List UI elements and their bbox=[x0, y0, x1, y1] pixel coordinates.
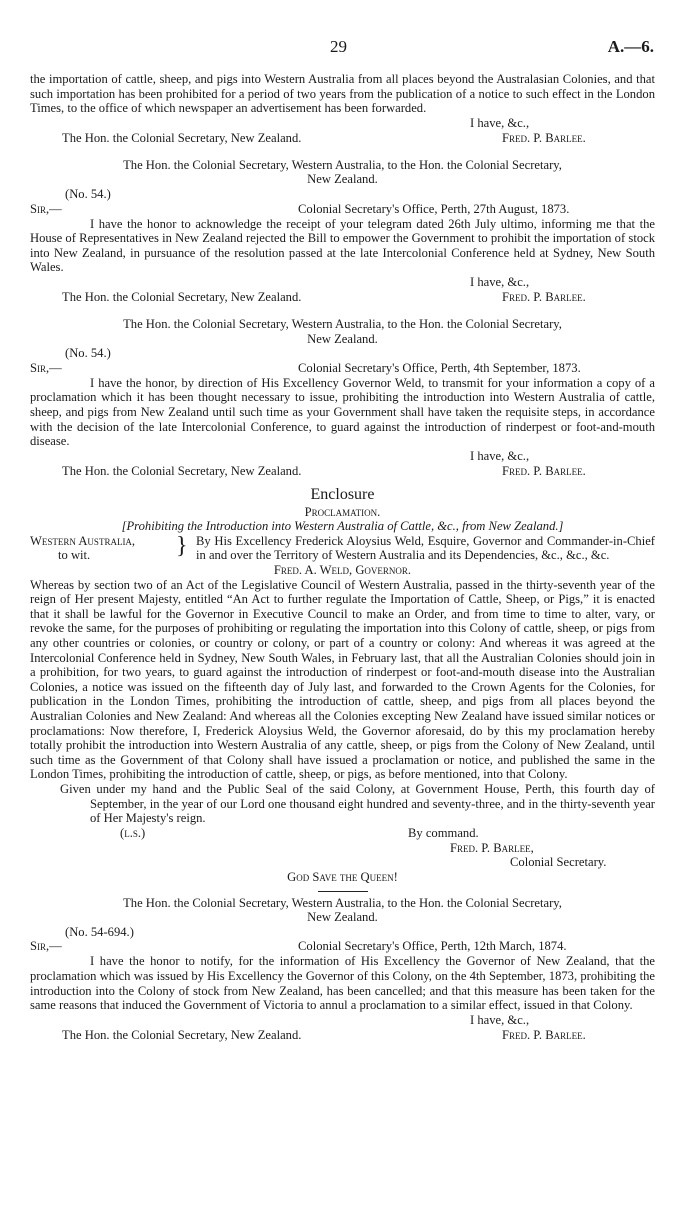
letter2-salutation-line: Sir,— Colonial Secretary's Office, Perth, 27th August, 1873. bbox=[30, 201, 570, 216]
document-body bbox=[30, 72, 655, 1055]
enclosure-title: Enclosure bbox=[310, 485, 375, 503]
place: Western Australia, bbox=[30, 533, 136, 548]
letter4-number: (No. 54-694.) bbox=[65, 924, 134, 939]
proclamation-title: Proclamation. bbox=[304, 504, 381, 519]
letter4-heading: The Hon. the Colonial Secretary, Western Australia, to the Hon. the Colonial Secretary, New Zealand. bbox=[123, 895, 562, 925]
to-wit: to wit. bbox=[58, 548, 91, 563]
page-header bbox=[0, 37, 700, 60]
secretary-title: Colonial Secretary. bbox=[510, 855, 607, 870]
proclamation-subtitle: [Prohibiting the Introduction into Western Australia of Cattle, &c., from New Zealand.] bbox=[121, 519, 564, 534]
governor-signature: Fred. A. Weld, Governor. bbox=[273, 563, 412, 578]
letter2-heading: The Hon. the Colonial Secretary, Western Australia, to the Hon. the Colonial Secretary, New Zealand. bbox=[123, 157, 562, 187]
letter3-salutation-line: Sir,— Colonial Secretary's Office, Perth, 4th September, 1873. bbox=[30, 360, 581, 375]
letter4-salutation-line: Sir,— Colonial Secretary's Office, Perth, 12th March, 1874. bbox=[30, 939, 567, 954]
secretary-signature: Fred. P. Barlee, bbox=[450, 840, 534, 855]
letter3-closing: The Hon. the Colonial Secretary, New Zealand. Fred. P. Barlee. bbox=[62, 463, 586, 478]
letter4-body: I have the honor to notify, for the information of His Excellency the Governor of New Zealand, that the proclamation which was issued by His Excellency the Governor of this Colony, on the 4th September, 1873, prohibiting the introduction into the Colony of stock from New Zealand, has been cancelled; and that this measure has been taken for the same reasons that induced the Government of Victoria to annul a proclamation to a similar effect, issued in that Colony. bbox=[30, 954, 655, 1013]
seal-line: (l.s.) By command. bbox=[120, 825, 479, 840]
letter3-heading: The Hon. the Colonial Secretary, Western Australia, to the Hon. the Colonial Secretary, New Zealand. bbox=[123, 316, 562, 346]
letter3-number: (No. 54.) bbox=[65, 346, 111, 361]
letter1-closing bbox=[30, 131, 655, 146]
letter2-closing: The Hon. the Colonial Secretary, New Zealand. Fred. P. Barlee. bbox=[62, 289, 586, 304]
divider bbox=[318, 891, 368, 892]
letter4-signoff: I have, &c., bbox=[470, 1012, 530, 1027]
by-line: By His Excellency Frederick Aloysius Weld, Esquire, Governor and Commander-in-Chief in and over the Territory of Western Australia and its Dependencies, &c., &c., &c. bbox=[196, 533, 655, 563]
letter1-signature: Fred. P. Barlee. bbox=[502, 130, 586, 145]
letter1-body: the importation of cattle, sheep, and pigs into Western Australia from all places beyond the Australasian Colonies, and that such importation has been prohibited for a period of two years from the publication of a notice to such effect in the London Times, to the office of which newspaper an advertisement has been forwarded. bbox=[30, 72, 655, 116]
given-under-hand: Given under my hand and the Public Seal of the said Colony, at Government House, Perth, this fourth day of September, in the year of our Lord one thousand eight hundred and seventy-three, and in the thirty-seventh year of Her Majesty's reign. bbox=[60, 781, 655, 826]
proclamation-preamble: Western Australia, to wit. } By His Excellency Frederick Aloysius Weld, Esquire, Governor and Commander-in-Chief in and over the Territory of Western Australia and its Dependencies, &c., &c., &c. bbox=[30, 532, 655, 563]
letter1-signoff: I have, &c., bbox=[470, 115, 530, 130]
letter2-number: (No. 54.) bbox=[65, 186, 111, 201]
god-save-the-queen: God Save the Queen! bbox=[287, 869, 398, 884]
letter3-signoff: I have, &c., bbox=[470, 448, 530, 463]
series-id: A.—6. bbox=[607, 37, 654, 56]
letter1-addressee: The Hon. the Colonial Secretary, New Zealand. bbox=[62, 130, 302, 145]
letter3-body: I have the honor, by direction of His Excellency Governor Weld, to transmit for your information a copy of a proclamation which it has been thought necessary to issue, prohibiting the introduction into Western Australia of cattle, sheep, and pigs from New Zealand until such time as your Government shall have taken the requisite steps, in accordance with the decision of the late Intercolonial Conference, to guard against the introduction of rinderpest or foot-and-mouth disease. bbox=[30, 375, 655, 449]
letter2-body: I have the honor to acknowledge the receipt of your telegram dated 26th July ultimo, informing me that the House of Representatives in New Zealand rejected the Bill to empower the Government to prohibit the importation of stock into New Zealand, in pursuance of the resolution passed at the late Intercolonial Conference held at Sydney, New South Wales. bbox=[30, 216, 655, 275]
page-number: 29 bbox=[330, 37, 347, 56]
letter4-closing: The Hon. the Colonial Secretary, New Zealand. Fred. P. Barlee. bbox=[62, 1027, 586, 1042]
letter2-signoff: I have, &c., bbox=[470, 274, 530, 289]
proclamation-body: Whereas by section two of an Act of the Legislative Council of Western Australia, passed in the thirty-seventh year of the reign of Her present Majesty, entitled “An Act to further regulate the Importation of Cattle, Sheep, or Pigs,” it is enacted that it shall be lawful for the Governor in Executive Council to make an Order, and from time to time to alter, vary, or revoke the same, for the purposes of prohibiting or regulating the importation into this Colony of cattle, sheep, or pigs from any other countries or colonies, or country or colony, or part of a country or colony: And whereas it was agreed at the Intercolonial Conference held in Sydney, New South Wales, in February last, that all the Australian Colonies should join in a prohibition, for two years, to guard against the introduction of rinderpest or foot-and-mouth disease into the Australian Colonies, a notice was issued on the fifteenth day of July last, and forwarded to the Crown Agents for the Colonies, for publication in the London Times, prohibiting the introduction of cattle, sheep, and pigs from all places beyond the Australian Colonies and New Zealand: And whereas all the Colonies excepting New Zealand have issued similar notices or proclamations: Now therefore, I, Frederick Aloysius Weld, the Governor aforesaid, do by this my proclamation hereby totally prohibit the introduction into Western Australia of any cattle, sheep, or pigs from the Colony of New Zealand, until such time as the Government of that Colony shall have issued a proclamation or notice, and published the same in the London Times, prohibiting the introduction of cattle, sheep, or pigs, as before mentioned, into that Colony. bbox=[30, 577, 655, 782]
